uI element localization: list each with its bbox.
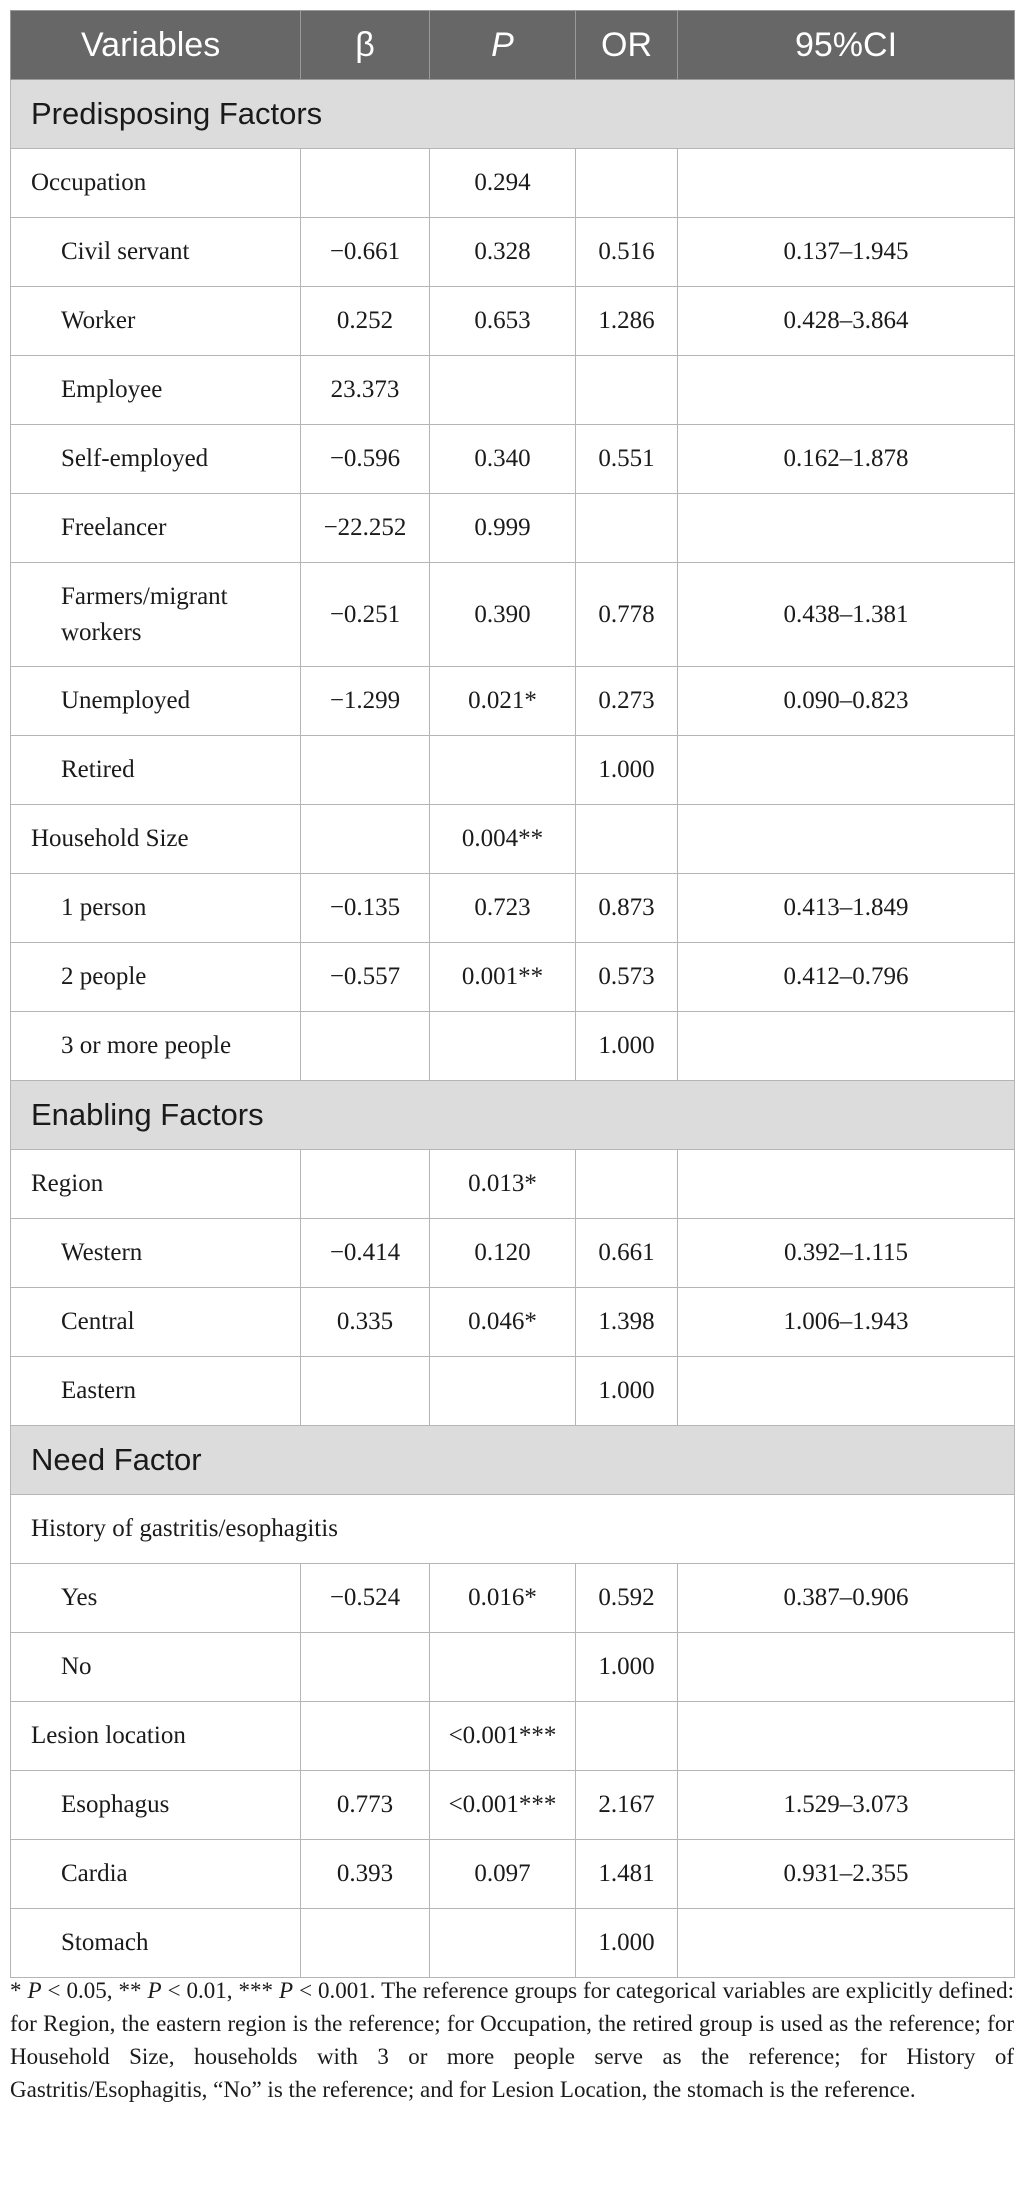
confidence-interval-cell: 0.392–1.115 [678,1219,1015,1288]
category-label: Central [11,1288,301,1357]
table-row [11,1840,1015,1909]
p-value-cell: 0.340 [430,425,576,494]
confidence-interval-cell [678,149,1015,218]
variable-group-row [11,1150,1015,1219]
confidence-interval-cell [678,356,1015,425]
confidence-interval-cell: 0.931–2.355 [678,1840,1015,1909]
p-value-cell: 0.328 [430,218,576,287]
p-value-cell: 0.097 [430,1840,576,1909]
table-row [11,943,1015,1012]
significance-text: * [10,1978,28,2003]
p-value-cell: 0.001** [430,943,576,1012]
p-value-cell: 0.390 [430,563,576,667]
category-label: Stomach [11,1909,301,1978]
category-label: 2 people [11,943,301,1012]
category-label: Western [11,1219,301,1288]
table-row [11,736,1015,805]
confidence-interval-cell [678,494,1015,563]
table-row [11,494,1015,563]
header-odds-ratio: OR [576,11,678,80]
p-value-cell: 0.999 [430,494,576,563]
variable-group-row [11,805,1015,874]
p-value-cell: 0.120 [430,1219,576,1288]
table-row [11,563,1015,667]
odds-ratio-cell: 0.551 [576,425,678,494]
table-row [11,1288,1015,1357]
header-p-value: P [430,11,576,80]
p-value-cell: <0.001*** [430,1702,576,1771]
p-value-cell: 0.294 [430,149,576,218]
confidence-interval-cell [678,1150,1015,1219]
odds-ratio-cell [576,494,678,563]
beta-cell: −0.661 [301,218,430,287]
confidence-interval-cell: 1.529–3.073 [678,1771,1015,1840]
beta-cell: −1.299 [301,667,430,736]
odds-ratio-cell [576,805,678,874]
p-value-cell: 0.653 [430,287,576,356]
beta-cell: −22.252 [301,494,430,563]
category-label: 3 or more people [11,1012,301,1081]
beta-cell: −0.135 [301,874,430,943]
category-label: Freelancer [11,494,301,563]
variable-group-row [11,1702,1015,1771]
odds-ratio-cell: 1.000 [576,1012,678,1081]
beta-cell: 0.252 [301,287,430,356]
odds-ratio-cell: 0.592 [576,1564,678,1633]
odds-ratio-cell: 1.286 [576,287,678,356]
odds-ratio-cell: 1.000 [576,1909,678,1978]
table-body [11,80,1015,1978]
category-label: Unemployed [11,667,301,736]
significance-text: < 0.05, ** [41,1978,148,2003]
table-row [11,356,1015,425]
confidence-interval-cell: 1.006–1.943 [678,1288,1015,1357]
table-row [11,1564,1015,1633]
table-row [11,667,1015,736]
p-value-cell [430,1909,576,1978]
section-row [11,1081,1015,1150]
table-header [11,11,1015,80]
table-row [11,1357,1015,1426]
table-footnote [10,1974,1014,2106]
beta-cell [301,1357,430,1426]
variable-group-label: History of gastritis/esophagitis [11,1495,1015,1564]
category-label: Retired [11,736,301,805]
confidence-interval-cell [678,1357,1015,1426]
beta-cell [301,1633,430,1702]
beta-cell [301,1702,430,1771]
confidence-interval-cell [678,736,1015,805]
variable-group-label: Household Size [11,805,301,874]
table-row [11,425,1015,494]
odds-ratio-cell: 1.000 [576,736,678,805]
confidence-interval-cell: 0.438–1.381 [678,563,1015,667]
beta-cell: −0.524 [301,1564,430,1633]
beta-cell: 0.773 [301,1771,430,1840]
variable-group-label: Lesion location [11,1702,301,1771]
section-row [11,1426,1015,1495]
odds-ratio-cell: 0.516 [576,218,678,287]
beta-cell [301,736,430,805]
beta-cell: −0.414 [301,1219,430,1288]
section-heading: Enabling Factors [11,1081,1015,1150]
category-label: Farmers/migrant workers [11,563,301,667]
beta-cell [301,149,430,218]
significance-note [10,1978,376,2003]
beta-cell: 23.373 [301,356,430,425]
odds-ratio-cell: 1.000 [576,1357,678,1426]
variable-group-row [11,1495,1015,1564]
confidence-interval-cell [678,805,1015,874]
p-value-cell: <0.001*** [430,1771,576,1840]
regression-table-container [10,10,1014,1978]
confidence-interval-cell: 0.137–1.945 [678,218,1015,287]
odds-ratio-cell [576,356,678,425]
category-label: No [11,1633,301,1702]
significance-text: < 0.01, *** [161,1978,280,2003]
table-row [11,1219,1015,1288]
table-row [11,874,1015,943]
section-heading: Predisposing Factors [11,80,1015,149]
variable-group-label: Region [11,1150,301,1219]
odds-ratio-cell: 0.661 [576,1219,678,1288]
category-label: Eastern [11,1357,301,1426]
beta-cell: −0.251 [301,563,430,667]
table-row [11,1012,1015,1081]
odds-ratio-cell: 1.398 [576,1288,678,1357]
beta-cell: −0.596 [301,425,430,494]
beta-cell: 0.335 [301,1288,430,1357]
category-label: Self-employed [11,425,301,494]
p-value-cell: 0.004** [430,805,576,874]
header-beta: β [301,11,430,80]
category-label: Worker [11,287,301,356]
significance-text: < 0.001. [293,1978,376,2003]
odds-ratio-cell: 0.573 [576,943,678,1012]
beta-cell [301,1012,430,1081]
odds-ratio-cell: 1.000 [576,1633,678,1702]
confidence-interval-cell [678,1633,1015,1702]
p-value-cell: 0.046* [430,1288,576,1357]
header-confidence-interval: 95%CI [678,11,1015,80]
beta-cell [301,805,430,874]
beta-cell: 0.393 [301,1840,430,1909]
category-label: Esophagus [11,1771,301,1840]
category-label: Civil servant [11,218,301,287]
table-row [11,287,1015,356]
p-symbol: P [279,1978,294,2003]
p-value-cell [430,1012,576,1081]
table-row [11,1771,1015,1840]
beta-cell [301,1909,430,1978]
odds-ratio-cell [576,149,678,218]
odds-ratio-cell: 1.481 [576,1840,678,1909]
odds-ratio-cell: 2.167 [576,1771,678,1840]
variable-group-row [11,149,1015,218]
odds-ratio-cell [576,1702,678,1771]
p-value-cell: 0.016* [430,1564,576,1633]
p-value-cell: 0.723 [430,874,576,943]
odds-ratio-cell: 0.873 [576,874,678,943]
beta-cell [301,1150,430,1219]
confidence-interval-cell: 0.412–0.796 [678,943,1015,1012]
p-value-cell [430,356,576,425]
section-row [11,80,1015,149]
odds-ratio-cell: 0.273 [576,667,678,736]
confidence-interval-cell: 0.162–1.878 [678,425,1015,494]
confidence-interval-cell: 0.413–1.849 [678,874,1015,943]
p-value-cell [430,1633,576,1702]
header-variables: Variables [11,11,301,80]
table-row [11,218,1015,287]
reference-groups-note: The reference groups for categorical variables are explicitly defined: for Region, the eastern region is the reference; for Occupation, the retired group is used as the reference; for Household Size, households with 3 or more people serve as the reference; for History of Gastritis/Esophagitis, “No” is the reference; and for Lesion Location, the stomach is the reference. [10,1978,1014,2102]
variable-group-label: Occupation [11,149,301,218]
p-value-cell [430,1357,576,1426]
confidence-interval-cell: 0.387–0.906 [678,1564,1015,1633]
beta-cell: −0.557 [301,943,430,1012]
table-row [11,1909,1015,1978]
category-label: Employee [11,356,301,425]
p-symbol: P [27,1978,42,2003]
regression-table [10,10,1015,1978]
p-symbol: P [147,1978,162,2003]
table-row [11,1633,1015,1702]
confidence-interval-cell [678,1702,1015,1771]
category-label: Cardia [11,1840,301,1909]
odds-ratio-cell [576,1150,678,1219]
confidence-interval-cell: 0.428–3.864 [678,287,1015,356]
odds-ratio-cell: 0.778 [576,563,678,667]
confidence-interval-cell: 0.090–0.823 [678,667,1015,736]
confidence-interval-cell [678,1909,1015,1978]
p-value-cell [430,736,576,805]
section-heading: Need Factor [11,1426,1015,1495]
category-label: Yes [11,1564,301,1633]
confidence-interval-cell [678,1012,1015,1081]
header-row [11,11,1015,80]
p-value-cell: 0.021* [430,667,576,736]
p-value-cell: 0.013* [430,1150,576,1219]
category-label: 1 person [11,874,301,943]
